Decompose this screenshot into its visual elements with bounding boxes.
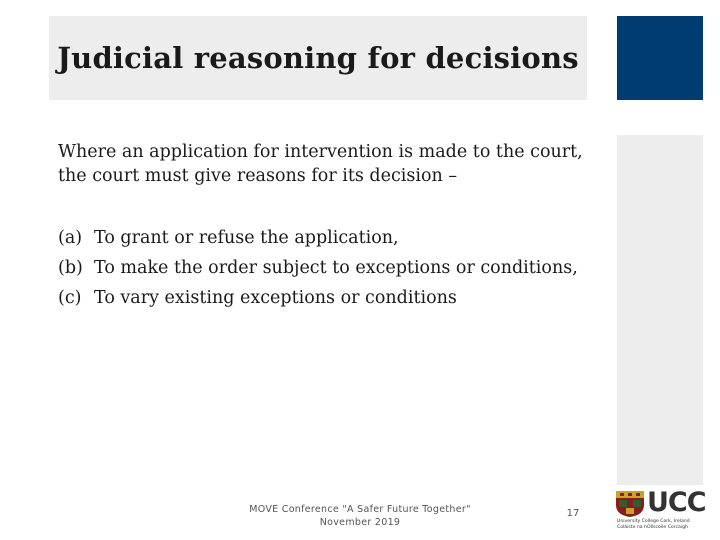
list-item-text: To make the order subject to exceptions or conditions,	[94, 258, 578, 278]
list-item-text: To vary existing exceptions or conditions	[94, 288, 457, 308]
list-item-text: To grant or refuse the application,	[94, 228, 399, 248]
footer-line-2: November 2019	[319, 517, 401, 528]
list-item	[58, 223, 618, 253]
logo-subtitle-line-1: University College Cork, Ireland	[617, 519, 690, 524]
list-marker: (c)	[58, 288, 82, 308]
logo-wordmark: UCC	[647, 487, 706, 518]
intro-text: Where an application for intervention is made to the court, the court must give reasons for its decision –	[58, 142, 583, 186]
ucc-logo	[615, 488, 715, 532]
footer-text	[240, 503, 480, 529]
footer-line-1: MOVE Conference "A Safer Future Together"	[249, 504, 471, 515]
list-item	[58, 283, 618, 313]
page-number: 17	[566, 508, 580, 519]
reasons-list	[58, 223, 618, 313]
list-item	[58, 253, 618, 283]
slide-title: Judicial reasoning for decisions	[57, 41, 579, 75]
list-marker: (a)	[58, 228, 83, 248]
crest-icon	[615, 490, 645, 518]
accent-block	[617, 16, 703, 100]
title-bar	[49, 16, 587, 100]
list-marker: (b)	[58, 258, 83, 278]
logo-subtitle-line-2: Coláiste na hOllscoile Corcaigh	[617, 524, 688, 530]
side-panel	[617, 135, 703, 485]
logo-subtitle	[617, 519, 715, 530]
